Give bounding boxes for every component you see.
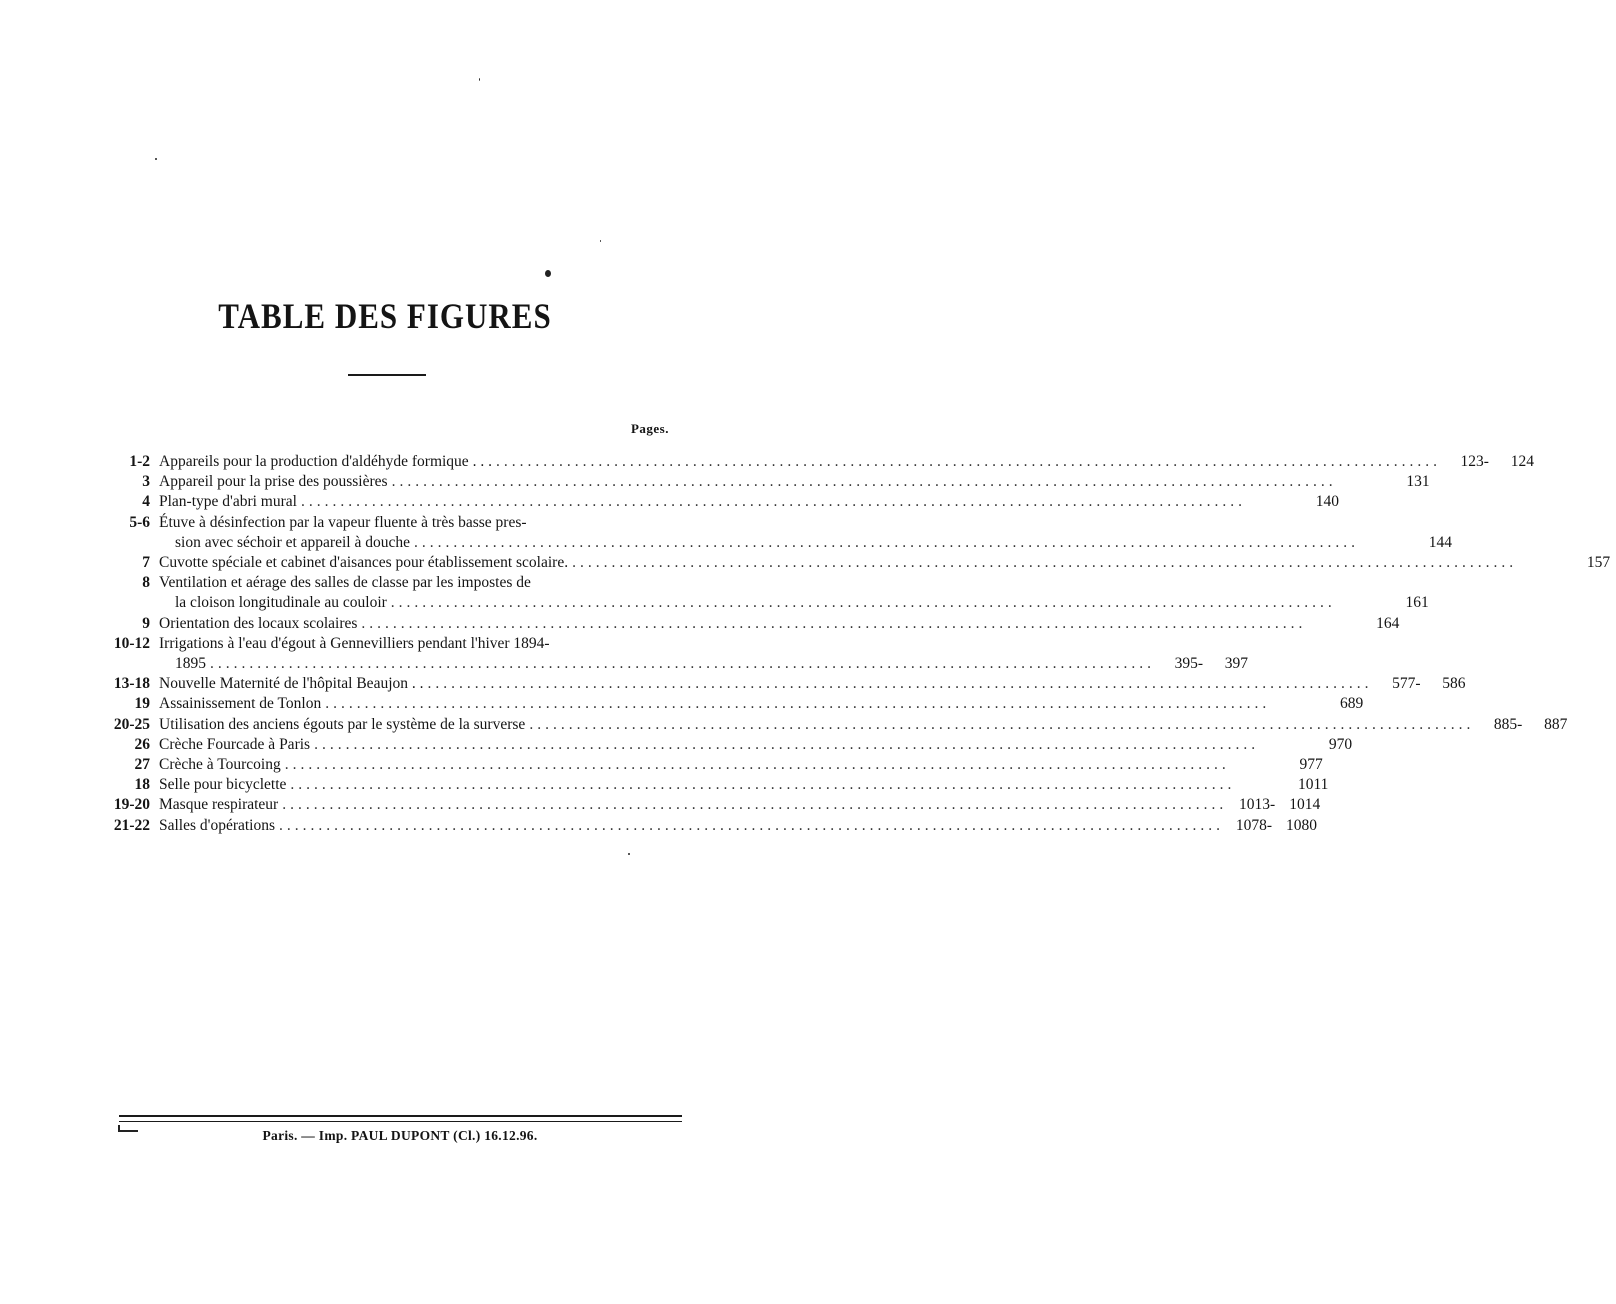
toc-entry-continuation: [100, 533, 1452, 553]
figure-number: 19-20: [113, 796, 150, 814]
page-start: 885-: [1493, 715, 1523, 733]
footer-rule: [119, 1121, 682, 1122]
toc-entry: [100, 492, 1339, 512]
dot-leader: ........................................................................................................................: [300, 493, 1246, 511]
dot-leader: ........................................................................................................................: [529, 715, 1475, 733]
entry-body: [150, 573, 589, 593]
page-end: 1080: [1286, 816, 1318, 834]
toc-entry: [100, 634, 685, 654]
toc-entry: [100, 472, 1430, 492]
dot-leader: ........................................................................................................................: [413, 533, 1359, 551]
figure-caption: Masque respirateur: [159, 796, 279, 814]
page-end: 977: [1299, 756, 1323, 774]
figure-caption: Cuvotte spéciale et cabinet d'aisances pour établissement scolaire.: [159, 554, 569, 572]
figure-caption: Utilisation des anciens égouts par le système de la surverse: [159, 715, 526, 733]
toc-entry: [100, 715, 1568, 735]
entry-body: [150, 513, 589, 533]
figure-caption: Salles d'opérations: [159, 816, 276, 834]
figure-caption: Appareil pour la prise des poussières: [159, 473, 388, 491]
figure-number: 13-18: [113, 675, 150, 693]
figure-number: 4: [142, 493, 150, 511]
dot-leader: ........................................................................................................................: [210, 655, 1155, 673]
page-start: 1013-: [1239, 796, 1276, 814]
figure-number: 1-2: [129, 453, 150, 470]
figure-caption: Nouvelle Maternité de l'hôpital Beaujon . .: [159, 675, 424, 693]
footer-rule: [119, 1115, 682, 1117]
scan-speck: [545, 270, 551, 277]
page-start: 123-: [1460, 453, 1489, 470]
figure-caption: Ventilation et aérage des salles de classe par les impostes de: [159, 574, 531, 592]
page-end: 131: [1406, 473, 1430, 491]
scan-speck: [155, 158, 157, 160]
page-end: 970: [1328, 735, 1353, 753]
figure-caption: Irrigations à l'eau d'égout à Gennevilliers pendant l'hiver 1894-: [159, 634, 550, 652]
entry-body: [150, 694, 1273, 714]
dot-leader: ........................................................................................................................: [284, 756, 1230, 774]
figure-caption: Assainissement de Tonlon: [159, 695, 322, 713]
figure-caption: 1895: [175, 655, 206, 673]
figure-number: 7: [142, 554, 150, 572]
page-end: 1011: [1297, 776, 1329, 794]
entry-body: [150, 533, 1362, 553]
toc-entry: [100, 816, 1318, 836]
figure-number: 20-25: [113, 715, 150, 733]
toc-entry-continuation: [100, 593, 1429, 613]
figure-caption: Crèche à Tourcoing: [159, 756, 281, 774]
entry-body: [150, 816, 1227, 836]
entry-body: [150, 614, 1309, 634]
figure-number: 18: [134, 776, 150, 794]
page-end: 689: [1339, 695, 1364, 713]
dot-leader: ........................................................................................................................: [495, 453, 1441, 470]
figure-caption: Orientation des locaux scolaires: [159, 614, 358, 632]
page-start: 577-: [1392, 675, 1421, 693]
entry-body: [150, 775, 1238, 795]
page-end: 1014: [1289, 796, 1321, 814]
entry-body: [150, 715, 1477, 735]
dot-leader: ........................................................................................................................: [361, 614, 1307, 632]
entry-body: [150, 492, 1249, 512]
toc-entry: [100, 513, 685, 533]
figure-caption: Étuve à désinfection par la vapeur fluente à très basse pres-: [159, 513, 527, 531]
figure-number: 26: [134, 735, 150, 753]
dot-leader: ........................................................................................................................: [290, 776, 1236, 794]
table-of-figures: [100, 452, 1611, 836]
figure-caption: Appareils pour la production d'aldéhyde formique . . .: [159, 453, 492, 470]
toc-entry: [100, 694, 1364, 714]
entry-body: [150, 755, 1233, 775]
dot-leader: ........................................................................................................................: [390, 594, 1336, 612]
toc-entry: [100, 735, 1353, 755]
dot-leader: ........................................................................................................................: [391, 473, 1337, 491]
toc-entry: [100, 573, 685, 593]
toc-entry: [100, 674, 1466, 694]
entry-body: [150, 593, 1339, 613]
entry-body: [150, 472, 1340, 492]
entry-body: [150, 452, 1444, 472]
figure-number: 19: [134, 695, 150, 713]
entry-body: [150, 634, 589, 654]
page-end: 586: [1442, 675, 1466, 693]
toc-entry-continuation: [100, 654, 1248, 674]
dot-leader: ........................................................................................................................: [325, 695, 1271, 713]
pages-column-header: Pages.: [630, 421, 669, 436]
page-end: 144: [1428, 533, 1452, 551]
page-end: 161: [1405, 594, 1429, 612]
page-title: TABLE DES FIGURES: [218, 296, 552, 337]
figure-number: 8: [142, 574, 150, 592]
page-end: 140: [1315, 493, 1339, 511]
page-end: 397: [1224, 655, 1248, 673]
toc-entry: [100, 795, 1321, 815]
dot-leader: ........................................................................................................................: [282, 796, 1228, 814]
figure-caption: sion avec séchoir et appareil à douche: [175, 533, 410, 551]
entry-body: [150, 795, 1230, 815]
dot-leader: ........................................................................................................................: [279, 816, 1225, 834]
entry-body: [150, 654, 1158, 674]
toc-entry: [100, 755, 1323, 775]
scan-speck: [479, 78, 480, 81]
dot-leader: ........................................................................................................................: [314, 735, 1260, 753]
figure-caption: Plan-type d'abri mural: [159, 493, 297, 511]
toc-entry: [100, 553, 1611, 573]
figure-number: 27: [134, 756, 150, 774]
title-divider: [348, 374, 426, 376]
printer-imprint: Paris. — Imp. PAUL DUPONT (Cl.) 16.12.96.: [262, 1128, 538, 1143]
entry-body: [150, 674, 1376, 694]
figure-caption: Selle pour bicyclette: [159, 776, 287, 794]
scan-speck: [600, 240, 601, 242]
entry-body: [150, 735, 1262, 755]
figure-caption: la cloison longitudinale au couloir: [175, 594, 387, 612]
page-start: 1078-: [1235, 816, 1273, 834]
figure-number: 9: [142, 614, 150, 632]
page-end: 124: [1510, 453, 1534, 470]
page-end: 157: [1586, 554, 1611, 572]
scan-speck: [628, 853, 630, 855]
toc-entry: [100, 614, 1400, 634]
toc-entry: [100, 452, 1534, 472]
figure-number: 3: [142, 473, 150, 491]
page-end: 164: [1376, 614, 1400, 632]
entry-body: [150, 553, 1520, 573]
figure-number: 5-6: [129, 513, 150, 531]
dot-leader: ........................................................................................................................: [572, 554, 1518, 572]
figure-number: 10-12: [113, 634, 150, 652]
page-end: 887: [1544, 715, 1568, 733]
dot-leader: ........................................................................................................................: [427, 675, 1373, 693]
toc-entry: [100, 775, 1329, 795]
figure-caption: Crèche Fourcade à Paris: [159, 735, 311, 753]
figure-number: 21-22: [113, 816, 150, 834]
page-start: 395-: [1174, 655, 1203, 673]
